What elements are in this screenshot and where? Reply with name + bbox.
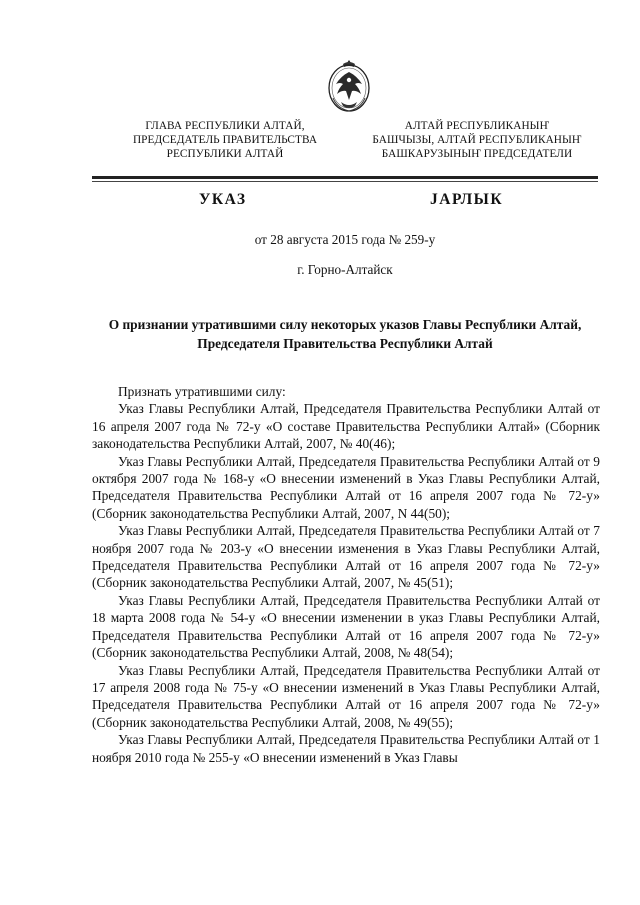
decree-subject: О признании утратившими силу некоторых указов Главы Республики Алтай, Председателя Правительства Республики Алтай [108,317,582,351]
header-right-line: БАШЧЫЗЫ, АЛТАЙ РЕСПУБЛИКАНЫҤ [372,134,582,146]
header-left-block [120,119,330,161]
header-divider-thin [92,181,598,182]
decree-title-russian: УКАЗ [199,191,247,208]
decree-body [92,383,600,766]
decree-city: г. Горно-Алтайск [297,262,393,277]
body-paragraph: Указ Главы Республики Алтай, Председателя Правительства Республики Алтай от 18 марта 2008 года № 54-у «О внесении изменении в указ Главы Республики Алтай, Председателя Правительства Республики Алтай от 16 апреля 2007 года № 72-у» (Сборник законодательства Республики Алтай, 2008, № 48(54); [92,592,600,661]
body-paragraph: Указ Главы Республики Алтай, Председателя Правительства Республики Алтай от 17 апреля 2008 года № 75-у «О внесении изменений в Указ Главы Республики Алтай, Председателя Правительства Республики Алтай от 16 апреля 2007 года № 72-у» (Сборник законодательства Республики Алтай, 2008, № 49(55); [92,662,600,730]
header-left-line: ГЛАВА РЕСПУБЛИКИ АЛТАЙ, [145,120,305,132]
header-right-block [362,119,592,161]
header-divider-thick [92,176,598,179]
body-paragraph: Указ Главы Республики Алтай, Председателя Правительства Республики Алтай от 1 ноября 2010 года № 255-у «О внесении изменений в Указ Главы [92,732,600,765]
header-right-line: АЛТАЙ РЕСПУБЛИКАНЫҤ [404,120,550,132]
header-left-line: РЕСПУБЛИКИ АЛТАЙ [166,148,284,160]
decree-date: от 28 августа 2015 года № 259-у [254,232,436,247]
body-paragraph: Указ Главы Республики Алтай, Председателя Правительства Республики Алтай от 16 апреля 2007 года № 72-у «О составе Правительства Республики Алтай» (Сборник законодательства Республики Алтай, 2007, № 40(46); [92,401,600,452]
body-paragraph: Признать утратившими силу: [118,384,286,399]
coat-of-arms-emblem-icon [327,58,371,116]
body-paragraph: Указ Главы Республики Алтай, Председателя Правительства Республики Алтай от 9 октября 2007 года № 168-у «О внесении изменений в Указ Главы Республики Алтай, Председателя Правительства Республики Алтай от 16 апреля 2007 года № 72-у» (Сборник законодательства Республики Алтай, 2007, N 44(50); [92,453,600,521]
decree-title-altai: JАРЛЫК [430,191,504,208]
body-paragraph: Указ Главы Республики Алтай, Председателя Правительства Республики Алтай от 7 ноября 2007 года № 203-у «О внесении изменения в Указ Главы Республики Алтай, Председателя Правительства Республики Алтай от 16 апреля 2007 года № 72-у» (Сборник законодательства Республики Алтай, 2007, № 45(51); [92,523,600,591]
header-left-line: ПРЕДСЕДАТЕЛЬ ПРАВИТЕЛЬСТВА [132,134,318,146]
header-right-line: БАШКАРУЗЫНЫҤ ПРЕДСЕДАТЕЛИ [381,148,573,160]
